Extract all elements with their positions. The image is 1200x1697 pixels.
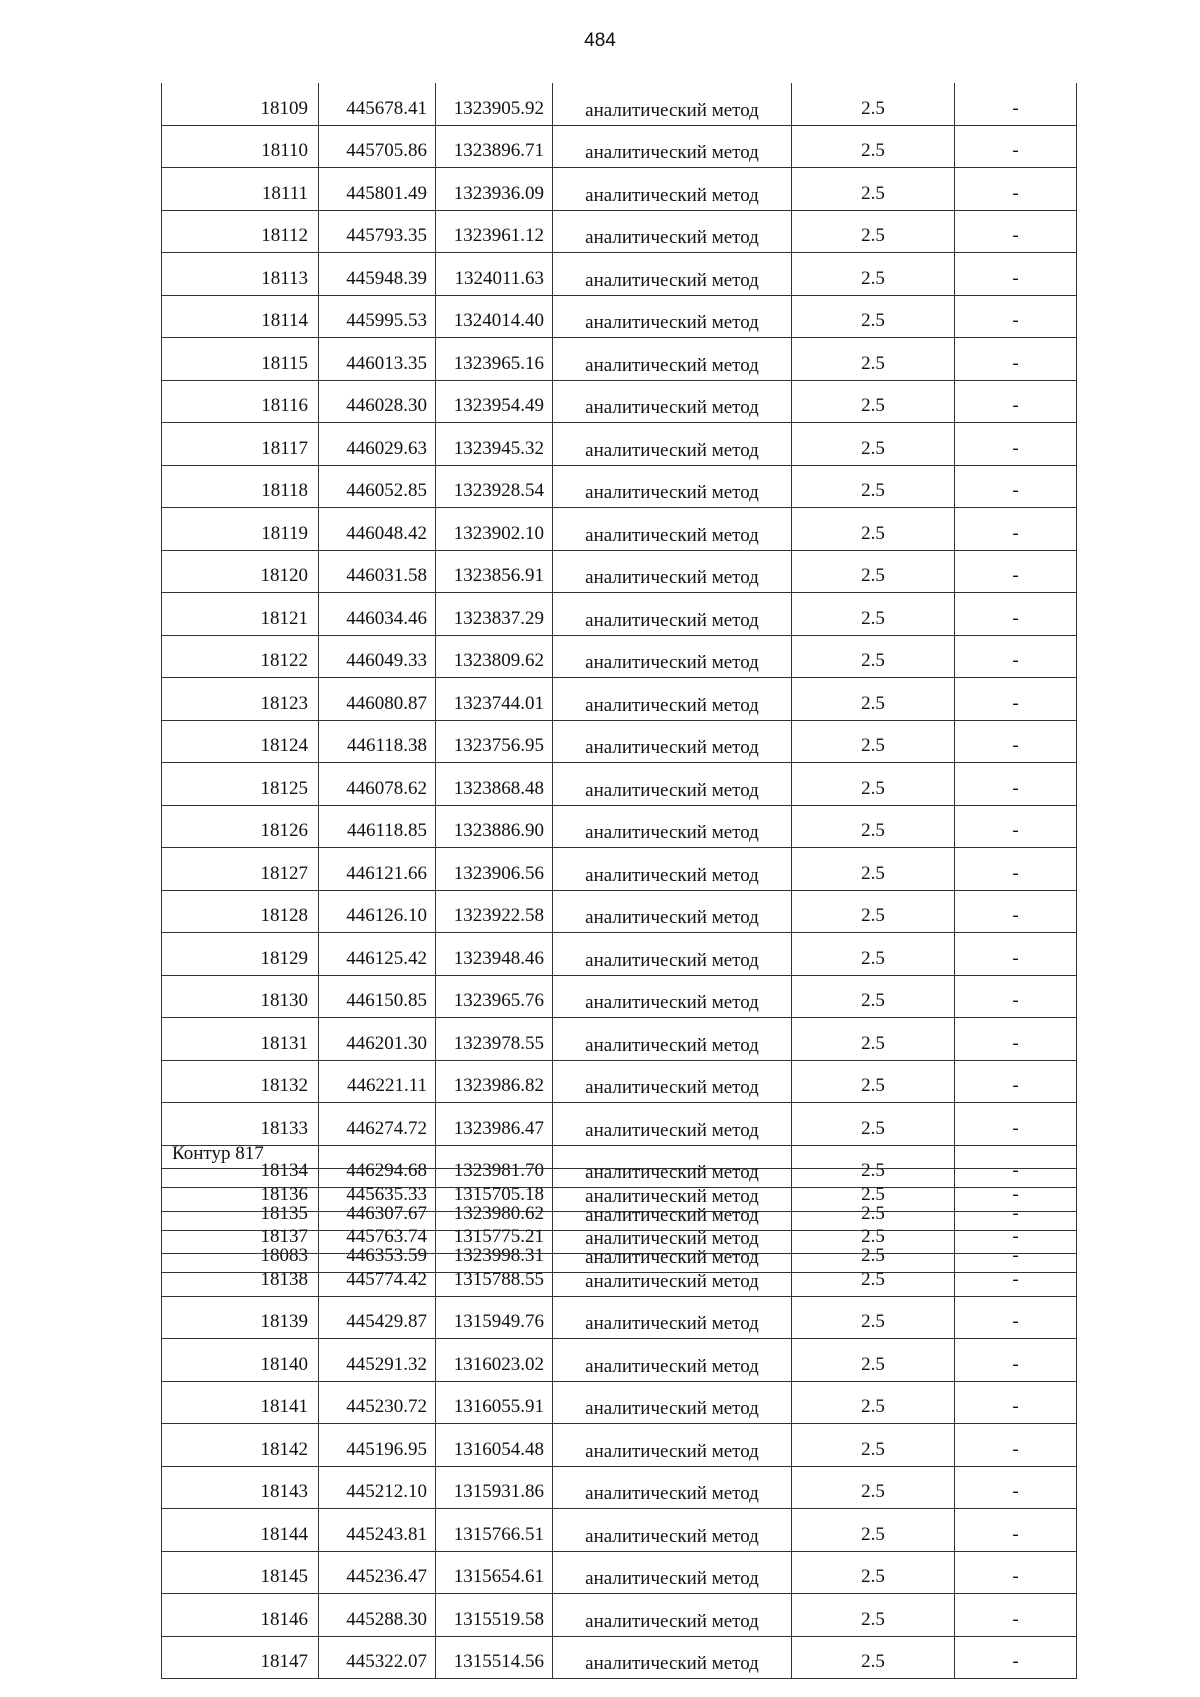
x-coordinate-cell: 445291.32 (319, 1339, 436, 1382)
y-coordinate-cell: 1316023.02 (436, 1339, 553, 1382)
x-coordinate-cell: 445243.81 (319, 1509, 436, 1552)
accuracy-cell: 2.5 (792, 168, 955, 211)
y-coordinate-cell: 1315949.76 (436, 1296, 553, 1339)
method-cell: аналитический метод (553, 1296, 792, 1339)
description-cell: - (955, 1145, 1077, 1188)
point-number-cell: 18136 (162, 1169, 319, 1212)
table-row (162, 1424, 1077, 1467)
y-coordinate-cell: 1316054.48 (436, 1424, 553, 1467)
y-coordinate-cell: 1315705.18 (436, 1169, 553, 1212)
description-cell: - (955, 1060, 1077, 1103)
accuracy-cell: 2.5 (792, 380, 955, 423)
method-cell: аналитический метод (553, 848, 792, 891)
x-coordinate-cell: 445429.87 (319, 1296, 436, 1339)
x-coordinate-cell: 446125.42 (319, 933, 436, 976)
description-cell: - (955, 1169, 1077, 1212)
point-number-cell: 18133 (162, 1103, 319, 1146)
accuracy-cell: 2.5 (792, 1509, 955, 1552)
y-coordinate-cell: 1323837.29 (436, 593, 553, 636)
table-row (162, 465, 1077, 508)
method-cell: аналитический метод (553, 423, 792, 466)
x-coordinate-cell: 446078.62 (319, 763, 436, 806)
y-coordinate-cell: 1323928.54 (436, 465, 553, 508)
y-coordinate-cell: 1323906.56 (436, 848, 553, 891)
y-coordinate-cell: 1323809.62 (436, 635, 553, 678)
method-cell: аналитический метод (553, 253, 792, 296)
table-row (162, 168, 1077, 211)
accuracy-cell: 2.5 (792, 508, 955, 551)
table-row (162, 1018, 1077, 1061)
x-coordinate-cell: 445705.86 (319, 125, 436, 168)
accuracy-cell: 2.5 (792, 1551, 955, 1594)
method-cell: аналитический метод (553, 1103, 792, 1146)
point-number-cell: 18129 (162, 933, 319, 976)
method-cell: аналитический метод (553, 1424, 792, 1467)
method-cell: аналитический метод (553, 635, 792, 678)
description-cell: - (955, 125, 1077, 168)
table-row (162, 1551, 1077, 1594)
description-cell: - (955, 465, 1077, 508)
method-cell: аналитический метод (553, 380, 792, 423)
accuracy-cell: 2.5 (792, 1424, 955, 1467)
y-coordinate-cell: 1323744.01 (436, 678, 553, 721)
point-number-cell: 18115 (162, 338, 319, 381)
table-row (162, 295, 1077, 338)
accuracy-cell: 2.5 (792, 933, 955, 976)
point-number-cell: 18146 (162, 1594, 319, 1637)
method-cell: аналитический метод (553, 678, 792, 721)
point-number-cell: 18141 (162, 1381, 319, 1424)
x-coordinate-cell: 446029.63 (319, 423, 436, 466)
x-coordinate-cell: 446121.66 (319, 848, 436, 891)
description-cell: - (955, 678, 1077, 721)
table-row (162, 1169, 1077, 1212)
description-cell: - (955, 210, 1077, 253)
description-cell: - (955, 1636, 1077, 1679)
description-cell: - (955, 720, 1077, 763)
table-row (162, 210, 1077, 253)
point-number-cell: 18117 (162, 423, 319, 466)
accuracy-cell: 2.5 (792, 593, 955, 636)
x-coordinate-cell: 446201.30 (319, 1018, 436, 1061)
y-coordinate-cell: 1324011.63 (436, 253, 553, 296)
y-coordinate-cell: 1315931.86 (436, 1466, 553, 1509)
x-coordinate-cell: 446294.68 (319, 1145, 436, 1188)
accuracy-cell: 2.5 (792, 720, 955, 763)
y-coordinate-cell: 1323965.16 (436, 338, 553, 381)
x-coordinate-cell: 446080.87 (319, 678, 436, 721)
description-cell: - (955, 933, 1077, 976)
method-cell: аналитический метод (553, 295, 792, 338)
y-coordinate-cell: 1315514.56 (436, 1636, 553, 1679)
table-row (162, 423, 1077, 466)
accuracy-cell: 2.5 (792, 125, 955, 168)
table-row (162, 848, 1077, 891)
point-number-cell: 18140 (162, 1339, 319, 1382)
accuracy-cell: 2.5 (792, 1636, 955, 1679)
description-cell: - (955, 253, 1077, 296)
description-cell: - (955, 338, 1077, 381)
y-coordinate-cell: 1323980.62 (436, 1188, 553, 1231)
y-coordinate-cell: 1323986.47 (436, 1103, 553, 1146)
description-cell: - (955, 1424, 1077, 1467)
method-cell: аналитический метод (553, 1211, 792, 1254)
accuracy-cell: 2.5 (792, 678, 955, 721)
accuracy-cell: 2.5 (792, 550, 955, 593)
method-cell: аналитический метод (553, 975, 792, 1018)
point-number-cell: 18132 (162, 1060, 319, 1103)
method-cell: аналитический метод (553, 1188, 792, 1231)
point-number-cell: 18134 (162, 1145, 319, 1188)
description-cell: - (955, 380, 1077, 423)
method-cell: аналитический метод (553, 1145, 792, 1188)
y-coordinate-cell: 1323856.91 (436, 550, 553, 593)
y-coordinate-cell: 1323981.70 (436, 1145, 553, 1188)
table-row (162, 1509, 1077, 1552)
method-cell: аналитический метод (553, 1509, 792, 1552)
point-number-cell: 18118 (162, 465, 319, 508)
y-coordinate-cell: 1315519.58 (436, 1594, 553, 1637)
x-coordinate-cell: 445288.30 (319, 1594, 436, 1637)
method-cell: аналитический метод (553, 1594, 792, 1637)
coordinates-table-1 (161, 83, 1077, 1273)
table-row (162, 805, 1077, 848)
accuracy-cell: 2.5 (792, 1296, 955, 1339)
x-coordinate-cell: 445212.10 (319, 1466, 436, 1509)
point-number-cell: 18121 (162, 593, 319, 636)
method-cell: аналитический метод (553, 1018, 792, 1061)
point-number-cell: 18143 (162, 1466, 319, 1509)
x-coordinate-cell: 446307.67 (319, 1188, 436, 1231)
method-cell: аналитический метод (553, 1230, 792, 1273)
method-cell: аналитический метод (553, 933, 792, 976)
y-coordinate-cell: 1323886.90 (436, 805, 553, 848)
x-coordinate-cell: 446031.58 (319, 550, 436, 593)
table-row (162, 1103, 1077, 1146)
accuracy-cell: 2.5 (792, 1145, 955, 1188)
x-coordinate-cell: 445678.41 (319, 83, 436, 125)
table-row (162, 593, 1077, 636)
method-cell: аналитический метод (553, 83, 792, 125)
accuracy-cell: 2.5 (792, 890, 955, 933)
y-coordinate-cell: 1323868.48 (436, 763, 553, 806)
y-coordinate-cell: 1323961.12 (436, 210, 553, 253)
x-coordinate-cell: 445635.33 (319, 1169, 436, 1212)
description-cell: - (955, 1254, 1077, 1297)
point-number-cell: 18124 (162, 720, 319, 763)
point-number-cell: 18139 (162, 1296, 319, 1339)
method-cell: аналитический метод (553, 593, 792, 636)
x-coordinate-cell: 445322.07 (319, 1636, 436, 1679)
y-coordinate-cell: 1323902.10 (436, 508, 553, 551)
description-cell: - (955, 550, 1077, 593)
description-cell: - (955, 1296, 1077, 1339)
method-cell: аналитический метод (553, 890, 792, 933)
method-cell: аналитический метод (553, 1551, 792, 1594)
y-coordinate-cell: 1323922.58 (436, 890, 553, 933)
description-cell: - (955, 1466, 1077, 1509)
x-coordinate-cell: 446118.38 (319, 720, 436, 763)
x-coordinate-cell: 446221.11 (319, 1060, 436, 1103)
table-row (162, 1381, 1077, 1424)
table-row (162, 253, 1077, 296)
point-number-cell: 18110 (162, 125, 319, 168)
table-row (162, 720, 1077, 763)
accuracy-cell: 2.5 (792, 1169, 955, 1212)
contour-title: Контур 817 (172, 1143, 264, 1164)
point-number-cell: 18137 (162, 1211, 319, 1254)
point-number-cell: 18145 (162, 1551, 319, 1594)
point-number-cell: 18131 (162, 1018, 319, 1061)
x-coordinate-cell: 445995.53 (319, 295, 436, 338)
accuracy-cell: 2.5 (792, 805, 955, 848)
method-cell: аналитический метод (553, 168, 792, 211)
y-coordinate-cell: 1323945.32 (436, 423, 553, 466)
y-coordinate-cell: 1323905.92 (436, 83, 553, 125)
table-row (162, 933, 1077, 976)
point-number-cell: 18135 (162, 1188, 319, 1231)
table-row (162, 1594, 1077, 1637)
method-cell: аналитический метод (553, 1060, 792, 1103)
y-coordinate-cell: 1323965.76 (436, 975, 553, 1018)
description-cell: - (955, 1594, 1077, 1637)
accuracy-cell: 2.5 (792, 83, 955, 125)
description-cell: - (955, 1381, 1077, 1424)
y-coordinate-cell: 1323936.09 (436, 168, 553, 211)
table-row (162, 508, 1077, 551)
point-number-cell: 18128 (162, 890, 319, 933)
description-cell: - (955, 295, 1077, 338)
x-coordinate-cell: 445801.49 (319, 168, 436, 211)
accuracy-cell: 2.5 (792, 1230, 955, 1273)
accuracy-cell: 2.5 (792, 253, 955, 296)
description-cell: - (955, 423, 1077, 466)
x-coordinate-cell: 445230.72 (319, 1381, 436, 1424)
x-coordinate-cell: 446118.85 (319, 805, 436, 848)
method-cell: аналитический метод (553, 1381, 792, 1424)
accuracy-cell: 2.5 (792, 848, 955, 891)
table-row (162, 1466, 1077, 1509)
x-coordinate-cell: 446049.33 (319, 635, 436, 678)
table-row (162, 763, 1077, 806)
table-row (162, 1211, 1077, 1254)
coordinates-table-2-body (162, 1169, 1077, 1679)
method-cell: аналитический метод (553, 125, 792, 168)
description-cell: - (955, 805, 1077, 848)
method-cell: аналитический метод (553, 508, 792, 551)
accuracy-cell: 2.5 (792, 1188, 955, 1231)
x-coordinate-cell: 446013.35 (319, 338, 436, 381)
method-cell: аналитический метод (553, 763, 792, 806)
x-coordinate-cell: 446034.46 (319, 593, 436, 636)
point-number-cell: 18123 (162, 678, 319, 721)
method-cell: аналитический метод (553, 720, 792, 763)
x-coordinate-cell: 446150.85 (319, 975, 436, 1018)
accuracy-cell: 2.5 (792, 465, 955, 508)
x-coordinate-cell: 445948.39 (319, 253, 436, 296)
description-cell: - (955, 848, 1077, 891)
y-coordinate-cell: 1323986.82 (436, 1060, 553, 1103)
y-coordinate-cell: 1315788.55 (436, 1254, 553, 1297)
y-coordinate-cell: 1323948.46 (436, 933, 553, 976)
coordinates-table-2 (161, 1168, 1077, 1679)
page-number: 484 (584, 30, 616, 51)
x-coordinate-cell: 446353.59 (319, 1230, 436, 1273)
table-row (162, 890, 1077, 933)
description-cell: - (955, 1551, 1077, 1594)
accuracy-cell: 2.5 (792, 1103, 955, 1146)
accuracy-cell: 2.5 (792, 1381, 955, 1424)
accuracy-cell: 2.5 (792, 338, 955, 381)
accuracy-cell: 2.5 (792, 763, 955, 806)
point-number-cell: 18116 (162, 380, 319, 423)
description-cell: - (955, 763, 1077, 806)
point-number-cell: 18142 (162, 1424, 319, 1467)
point-number-cell: 18130 (162, 975, 319, 1018)
point-number-cell: 18112 (162, 210, 319, 253)
accuracy-cell: 2.5 (792, 1060, 955, 1103)
accuracy-cell: 2.5 (792, 295, 955, 338)
description-cell: - (955, 593, 1077, 636)
table-row (162, 83, 1077, 125)
x-coordinate-cell: 446052.85 (319, 465, 436, 508)
point-number-cell: 18083 (162, 1230, 319, 1273)
description-cell: - (955, 83, 1077, 125)
accuracy-cell: 2.5 (792, 1594, 955, 1637)
table-row (162, 550, 1077, 593)
x-coordinate-cell: 446028.30 (319, 380, 436, 423)
y-coordinate-cell: 1316055.91 (436, 1381, 553, 1424)
point-number-cell: 18126 (162, 805, 319, 848)
point-number-cell: 18147 (162, 1636, 319, 1679)
accuracy-cell: 2.5 (792, 423, 955, 466)
x-coordinate-cell: 446274.72 (319, 1103, 436, 1146)
description-cell: - (955, 890, 1077, 933)
method-cell: аналитический метод (553, 1169, 792, 1212)
description-cell: - (955, 1103, 1077, 1146)
y-coordinate-cell: 1315775.21 (436, 1211, 553, 1254)
method-cell: аналитический метод (553, 465, 792, 508)
table-row (162, 1060, 1077, 1103)
description-cell: - (955, 168, 1077, 211)
description-cell: - (955, 1230, 1077, 1273)
x-coordinate-cell: 445793.35 (319, 210, 436, 253)
description-cell: - (955, 1339, 1077, 1382)
accuracy-cell: 2.5 (792, 1018, 955, 1061)
y-coordinate-cell: 1315654.61 (436, 1551, 553, 1594)
point-number-cell: 18109 (162, 83, 319, 125)
accuracy-cell: 2.5 (792, 1211, 955, 1254)
table-row (162, 678, 1077, 721)
accuracy-cell: 2.5 (792, 1466, 955, 1509)
description-cell: - (955, 1018, 1077, 1061)
y-coordinate-cell: 1323978.55 (436, 1018, 553, 1061)
y-coordinate-cell: 1323756.95 (436, 720, 553, 763)
x-coordinate-cell: 446126.10 (319, 890, 436, 933)
accuracy-cell: 2.5 (792, 210, 955, 253)
description-cell: - (955, 975, 1077, 1018)
table-row (162, 1254, 1077, 1297)
description-cell: - (955, 1188, 1077, 1231)
method-cell: аналитический метод (553, 1339, 792, 1382)
method-cell: аналитический метод (553, 1636, 792, 1679)
table-row (162, 1636, 1077, 1679)
method-cell: аналитический метод (553, 805, 792, 848)
accuracy-cell: 2.5 (792, 635, 955, 678)
table-row (162, 338, 1077, 381)
point-number-cell: 18125 (162, 763, 319, 806)
y-coordinate-cell: 1323954.49 (436, 380, 553, 423)
table-row (162, 635, 1077, 678)
table-row (162, 1296, 1077, 1339)
description-cell: - (955, 508, 1077, 551)
method-cell: аналитический метод (553, 210, 792, 253)
point-number-cell: 18119 (162, 508, 319, 551)
y-coordinate-cell: 1323896.71 (436, 125, 553, 168)
method-cell: аналитический метод (553, 1466, 792, 1509)
y-coordinate-cell: 1315766.51 (436, 1509, 553, 1552)
point-number-cell: 18113 (162, 253, 319, 296)
point-number-cell: 18138 (162, 1254, 319, 1297)
method-cell: аналитический метод (553, 338, 792, 381)
coordinates-table-1-body (162, 83, 1077, 1273)
accuracy-cell: 2.5 (792, 1339, 955, 1382)
accuracy-cell: 2.5 (792, 975, 955, 1018)
point-number-cell: 18144 (162, 1509, 319, 1552)
method-cell: аналитический метод (553, 550, 792, 593)
description-cell: - (955, 1509, 1077, 1552)
x-coordinate-cell: 445763.74 (319, 1211, 436, 1254)
x-coordinate-cell: 445774.42 (319, 1254, 436, 1297)
x-coordinate-cell: 446048.42 (319, 508, 436, 551)
table-row (162, 125, 1077, 168)
description-cell: - (955, 635, 1077, 678)
point-number-cell: 18122 (162, 635, 319, 678)
description-cell: - (955, 1211, 1077, 1254)
x-coordinate-cell: 445196.95 (319, 1424, 436, 1467)
table-row (162, 975, 1077, 1018)
accuracy-cell: 2.5 (792, 1254, 955, 1297)
point-number-cell: 18127 (162, 848, 319, 891)
table-row (162, 1339, 1077, 1382)
y-coordinate-cell: 1323998.31 (436, 1230, 553, 1273)
point-number-cell: 18120 (162, 550, 319, 593)
point-number-cell: 18114 (162, 295, 319, 338)
point-number-cell: 18111 (162, 168, 319, 211)
y-coordinate-cell: 1324014.40 (436, 295, 553, 338)
x-coordinate-cell: 445236.47 (319, 1551, 436, 1594)
table-row (162, 380, 1077, 423)
method-cell: аналитический метод (553, 1254, 792, 1297)
